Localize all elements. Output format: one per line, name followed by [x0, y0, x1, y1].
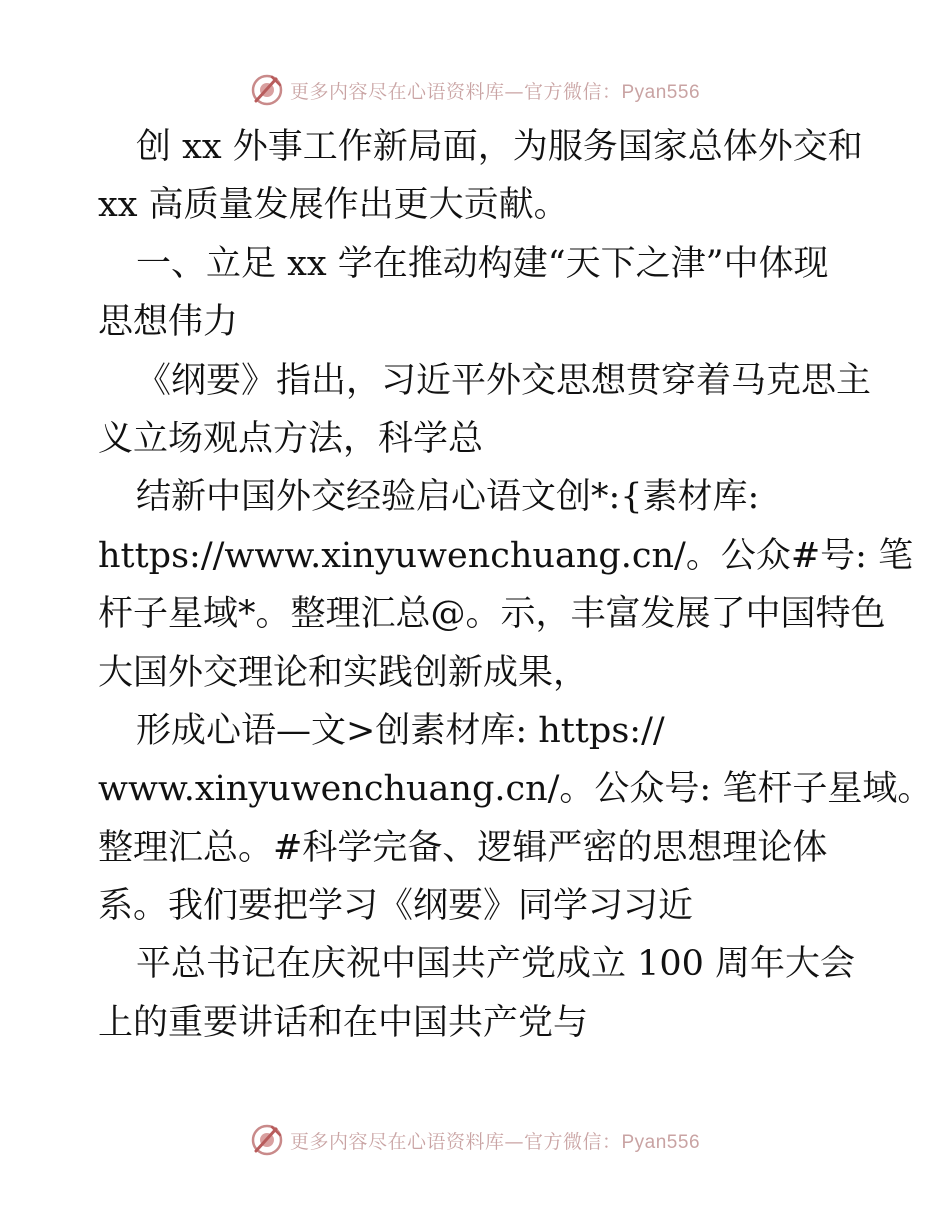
text-line: 大国外交理论和实践创新成果，: [98, 652, 589, 693]
text-line: 创 xx 外事工作新局面，为服务国家总体外交和: [136, 127, 863, 167]
text-line: www.xinyuwenchuang.cn/。公众号: 笔杆子星域。: [98, 769, 933, 810]
text-line: https://www.xinyuwenchuang.cn/。公众#号: 笔: [98, 535, 914, 576]
watermark-id: Pyan556: [621, 81, 701, 103]
watermark-text: [290, 77, 700, 104]
watermark-main: 更多内容尽在心语资料库—官方微信：: [289, 1130, 622, 1153]
text-line: 杆子星域*。整理汇总@。示，丰富发展了中国特色: [98, 594, 886, 635]
text-line: 平总书记在庆祝中国共产党成立 100 周年大会: [136, 944, 856, 985]
footer-watermark: [0, 1122, 950, 1158]
text-line: 《纲要》指出，习近平外交思想贯穿着马克思主: [136, 360, 872, 401]
text-line: 形成心语—文>创素材库: https://: [136, 710, 665, 751]
text-line: 系。我们要把学习《纲要》同学习习近: [98, 886, 694, 927]
text-line: xx 高质量发展作出更大贡献。: [98, 185, 569, 226]
watermark-main: 更多内容尽在心语资料库—官方微信：: [289, 80, 622, 103]
text-line: 整理汇总。#科学完备、逻辑严密的思想理论体: [98, 827, 828, 868]
text-line: 一、立足 xx 学在推动构建“天下之津”中体现: [136, 243, 829, 284]
header-watermark: [0, 72, 950, 108]
brush-logo-icon: [250, 73, 284, 107]
watermark-text: [290, 1127, 700, 1154]
text-line: 思想伟力: [98, 302, 239, 343]
brush-logo-icon: [250, 1123, 284, 1157]
watermark-id: Pyan556: [621, 1131, 701, 1153]
body-text: [98, 118, 933, 1052]
text-line: 义立场观点方法，科学总: [98, 418, 484, 459]
text-line: 结新中国外交经验启心语文创*:{素材库:: [136, 477, 760, 518]
text-line: 上的重要讲话和在中国共产党与: [98, 1002, 589, 1043]
